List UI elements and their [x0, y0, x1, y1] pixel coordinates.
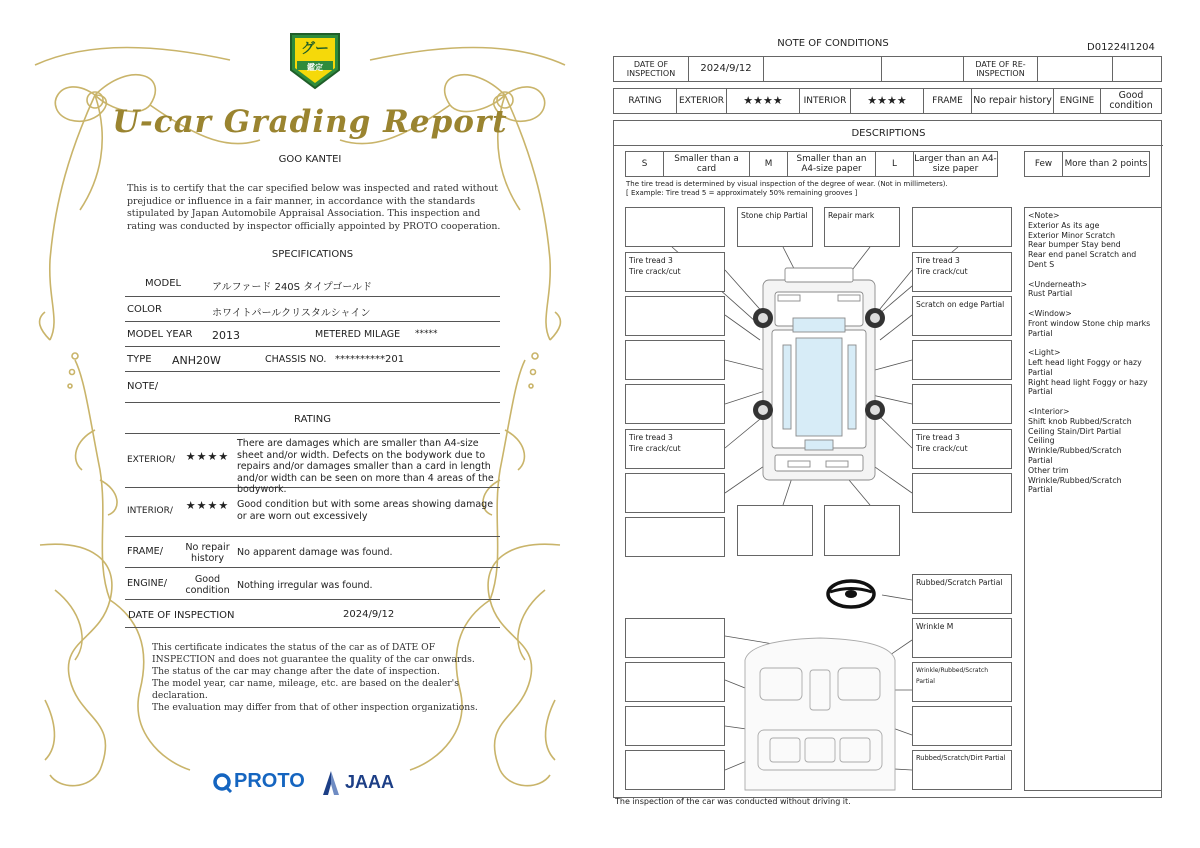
inspection-dates-row: [613, 56, 1162, 82]
note-line: Shift knob Rubbed/Scratch: [1028, 416, 1132, 426]
tire-note-line: [ Example: Tire tread 5 = approximately 50% remaining grooves ]: [626, 189, 858, 197]
blank-cell: [1113, 57, 1161, 81]
rating-label: RATING: [614, 89, 677, 113]
footer-line: This certificate indicates the status of the car as of DATE OF: [152, 642, 436, 653]
specifications-heading: SPECIFICATIONS: [271, 249, 354, 260]
interior-rating-row: [125, 488, 500, 537]
note-row: [125, 372, 500, 403]
label-box: [912, 384, 1012, 424]
inspection-date-row: [125, 600, 500, 628]
note-title: NOTE OF CONDITIONS: [777, 38, 889, 49]
frame-value: No repair history: [185, 542, 230, 564]
label-box: [824, 505, 900, 556]
legend-s-desc: Smaller than a card: [664, 152, 750, 176]
engine-label: ENGINE/: [127, 578, 167, 589]
footer-line: The evaluation may differ from that of other inspection organizations.: [152, 701, 478, 713]
tire-crack-label: Tire crack/cut: [629, 444, 681, 453]
rating-heading: RATING: [294, 414, 331, 425]
note-of-conditions: [600, 0, 1200, 848]
legend-few-desc: More than 2 points: [1064, 159, 1148, 169]
tire-note-line: The tire tread is determined by visual inspection of the degree of wear. (Not in millimeters).: [626, 180, 948, 188]
note-line: Wrinkle/Rubbed/Scratch: [1028, 446, 1122, 456]
label-box: [625, 662, 725, 702]
tire-crack-label: Tire crack/cut: [916, 267, 968, 276]
label-box: [912, 473, 1012, 513]
label-box: [625, 384, 725, 424]
note-line: Partial: [1028, 387, 1053, 397]
note-line: <Light>: [1028, 348, 1061, 358]
label-box: [912, 207, 1012, 247]
few-legend: [1024, 151, 1150, 177]
note-line: <Note>: [1028, 211, 1060, 220]
model-year-label: MODEL YEAR: [127, 329, 193, 340]
note-line: Partial: [1028, 455, 1053, 465]
exterior-rating-row: [125, 434, 500, 496]
model-row: [125, 270, 500, 297]
engine-value: Good condition: [185, 574, 230, 596]
repair-mark-label: Repair mark: [828, 211, 875, 220]
engine-description: Nothing irregular was found.: [237, 580, 373, 591]
frame-description: No apparent damage was found.: [237, 547, 393, 558]
footer-line: The model year, car name, mileage, etc. are based on the dealer's: [152, 677, 459, 689]
note-footer: The inspection of the car was conducted without driving it.: [615, 797, 851, 806]
blank-cell: [764, 57, 882, 81]
note-label: NOTE/: [127, 381, 159, 392]
tire-tread-label: Tire tread 3: [629, 256, 673, 265]
model-value: アルファード 240S タイプゴールド: [212, 282, 372, 293]
note-line: Rust Partial: [1028, 289, 1073, 299]
label-box-front-left-tire: [625, 252, 725, 292]
note-gap: [1028, 397, 1158, 407]
steering-label: Rubbed/Scratch Partial: [916, 578, 1003, 587]
color-row: [125, 297, 500, 322]
proto-logo-icon: [213, 772, 233, 794]
note-line: Rear bumper Stay bend: [1028, 240, 1121, 250]
footer-line: The status of the car may change after the date of inspection.: [152, 665, 440, 677]
type-value: ANH20W: [172, 354, 221, 367]
note-line: Partial: [1028, 485, 1053, 495]
footer-line: INSPECTION and does not guarantee the quality of the car onwards.: [152, 653, 475, 665]
interior-label: INTERIOR: [800, 89, 851, 113]
chassis-value: **********201: [335, 354, 405, 365]
label-box-front-right-tire: [912, 252, 1012, 292]
tire-tread-label: Tire tread 3: [916, 256, 960, 265]
proto-brand: PROTO: [234, 770, 305, 792]
size-legend: [625, 151, 998, 177]
label-box: [912, 340, 1012, 380]
tire-crack-label: Tire crack/cut: [916, 444, 968, 453]
wrinkle-m-label: Wrinkle M: [916, 622, 954, 631]
label-box: [737, 505, 813, 556]
wrinkle-rubbed-label: Wrinkle/Rubbed/Scratch Partial: [916, 667, 988, 685]
inspection-date-value: 2024/9/12: [343, 609, 395, 620]
label-box-wrinkle-m: [912, 618, 1012, 658]
note-gap: [1028, 299, 1158, 309]
interior-stars: ★★★★: [851, 89, 924, 113]
logo-sub-text: 鑑定: [307, 63, 323, 72]
logo-text: グー: [301, 41, 329, 57]
descriptions-heading: DESCRIPTIONS: [614, 121, 1163, 146]
legend-l: L: [876, 152, 914, 176]
label-box: [625, 296, 725, 336]
date-of-inspection-value: 2024/9/12: [689, 57, 764, 81]
scratch-edge-label: Scratch on edge Partial: [916, 300, 1005, 309]
note-line: <Window>: [1028, 308, 1072, 318]
jaaa-logo-icon: [320, 770, 342, 796]
label-box: [625, 340, 725, 380]
exterior-description: There are damages which are smaller than A4-size sheet and/or width. Defects on the bodywork due to repairs and/or damages smaller than a card in length and/or width can be seen on more than 4 areas of the bodywork.: [237, 438, 494, 496]
stone-chip-label: Stone chip Partial: [741, 211, 808, 220]
label-box-rear-left-tire: [625, 429, 725, 469]
date-of-reinspection-label: DATE OF RE-INSPECTION: [964, 57, 1038, 81]
engine-rating-row: [125, 568, 500, 600]
label-box-wrinkle-rubbed: [912, 662, 1012, 702]
model-year-row: [125, 322, 500, 347]
certificate-intro: This is to certify that the car specified below was inspected and rated without prejudice or influence in a fair manner, in accordance with the standards stipulated by Japan Automobile Appraisal Association. This inspection and rating was conducted by inspector officially appointed by PROTO cooperation.: [127, 183, 501, 232]
label-box-stone-chip: [737, 207, 813, 247]
interior-stars: ★★★★: [185, 499, 230, 512]
note-line: Dent S: [1028, 259, 1055, 269]
metered-milage-value: *****: [415, 329, 438, 339]
type-label: TYPE: [127, 354, 152, 365]
label-box-scratch-edge: [912, 296, 1012, 336]
engine-value: Good condition: [1109, 90, 1153, 111]
legend-l-desc: Larger than an A4-size paper: [914, 154, 997, 174]
legend-s: S: [626, 152, 664, 176]
note-line: Ceiling Stain/Dirt Partial: [1028, 426, 1122, 436]
note-gap: [1028, 270, 1158, 280]
label-box: [625, 517, 725, 557]
note-line: Wrinkle/Rubbed/Scratch: [1028, 475, 1122, 485]
note-line: Exterior As its age: [1028, 220, 1100, 230]
inspection-date-label: DATE OF INSPECTION: [128, 610, 235, 621]
label-box-repair-mark: [824, 207, 900, 247]
interior-description: Good condition but with some areas showing damage or are worn out excessively: [237, 499, 494, 522]
model-year-value: 2013: [212, 329, 240, 342]
footer-line: declaration.: [152, 689, 208, 701]
legend-m: M: [750, 152, 788, 176]
label-box-rear-right-tire: [912, 429, 1012, 469]
frame-label: FRAME/: [127, 546, 163, 557]
color-label: COLOR: [127, 304, 162, 315]
legend-few: Few: [1025, 152, 1063, 176]
label-box: [625, 706, 725, 746]
rating-summary-row: [613, 88, 1162, 114]
label-box: [625, 207, 725, 247]
label-box: [625, 473, 725, 513]
model-label: MODEL: [145, 278, 182, 289]
certificate-subtitle: GOO KANTEI: [278, 154, 342, 165]
chassis-label: CHASSIS NO.: [265, 354, 327, 365]
exterior-label: EXTERIOR/: [127, 455, 176, 465]
note-line: Right head light Foggy or hazy: [1028, 377, 1148, 387]
tire-tread-label: Tire tread 3: [629, 433, 673, 442]
tire-tread-note: [626, 180, 948, 198]
label-box: [912, 706, 1012, 746]
label-box: [625, 618, 725, 658]
blank-cell: [882, 57, 964, 81]
label-box-steering: [912, 574, 1012, 614]
tire-crack-label: Tire crack/cut: [629, 267, 681, 276]
note-line: Left head light Foggy or hazy: [1028, 357, 1142, 367]
note-line: Rear end panel Scratch and: [1028, 250, 1137, 260]
exterior-label: EXTERIOR: [677, 89, 727, 113]
jaaa-brand: JAAA: [345, 772, 395, 792]
interior-label: INTERIOR/: [127, 506, 173, 516]
frame-value: No repair history: [972, 89, 1054, 113]
certificate-footer: [152, 642, 482, 713]
legend-m-desc: Smaller than an A4-size paper: [788, 152, 876, 176]
rubbed-dirt-label: Rubbed/Scratch/Dirt Partial: [916, 754, 1006, 762]
note-line: <Underneath>: [1028, 279, 1088, 289]
rating-divider: [125, 426, 500, 434]
note-gap: [1028, 338, 1158, 348]
note-line: Front window Stone chip marks: [1028, 318, 1151, 328]
type-row: [125, 347, 500, 372]
document-id: D01224I1204: [1087, 42, 1155, 53]
certificate-title: U-car Grading Report: [112, 104, 508, 140]
label-box-rubbed-dirt: [912, 750, 1012, 790]
note-line: Other trim: [1028, 465, 1069, 475]
exterior-stars: ★★★★: [185, 450, 230, 463]
note-line: <Interior>: [1028, 406, 1070, 416]
note-line: Partial: [1028, 328, 1053, 338]
note-line: Exterior Minor Scratch: [1028, 230, 1116, 240]
notes-panel: [1024, 207, 1162, 791]
frame-label: FRAME: [924, 89, 972, 113]
frame-rating-row: [125, 537, 500, 568]
note-line: Partial: [1028, 367, 1053, 377]
color-value: ホワイトパールクリスタルシャイン: [212, 308, 371, 319]
date-of-reinspection-value: [1038, 57, 1113, 81]
engine-label: ENGINE: [1054, 89, 1101, 113]
label-box: [625, 750, 725, 790]
tire-tread-label: Tire tread 3: [916, 433, 960, 442]
date-of-inspection-label: DATE OF INSPECTION: [614, 57, 689, 81]
note-line: Ceiling: [1028, 436, 1055, 446]
exterior-stars: ★★★★: [727, 89, 800, 113]
metered-milage-label: METERED MILAGE: [315, 329, 401, 340]
